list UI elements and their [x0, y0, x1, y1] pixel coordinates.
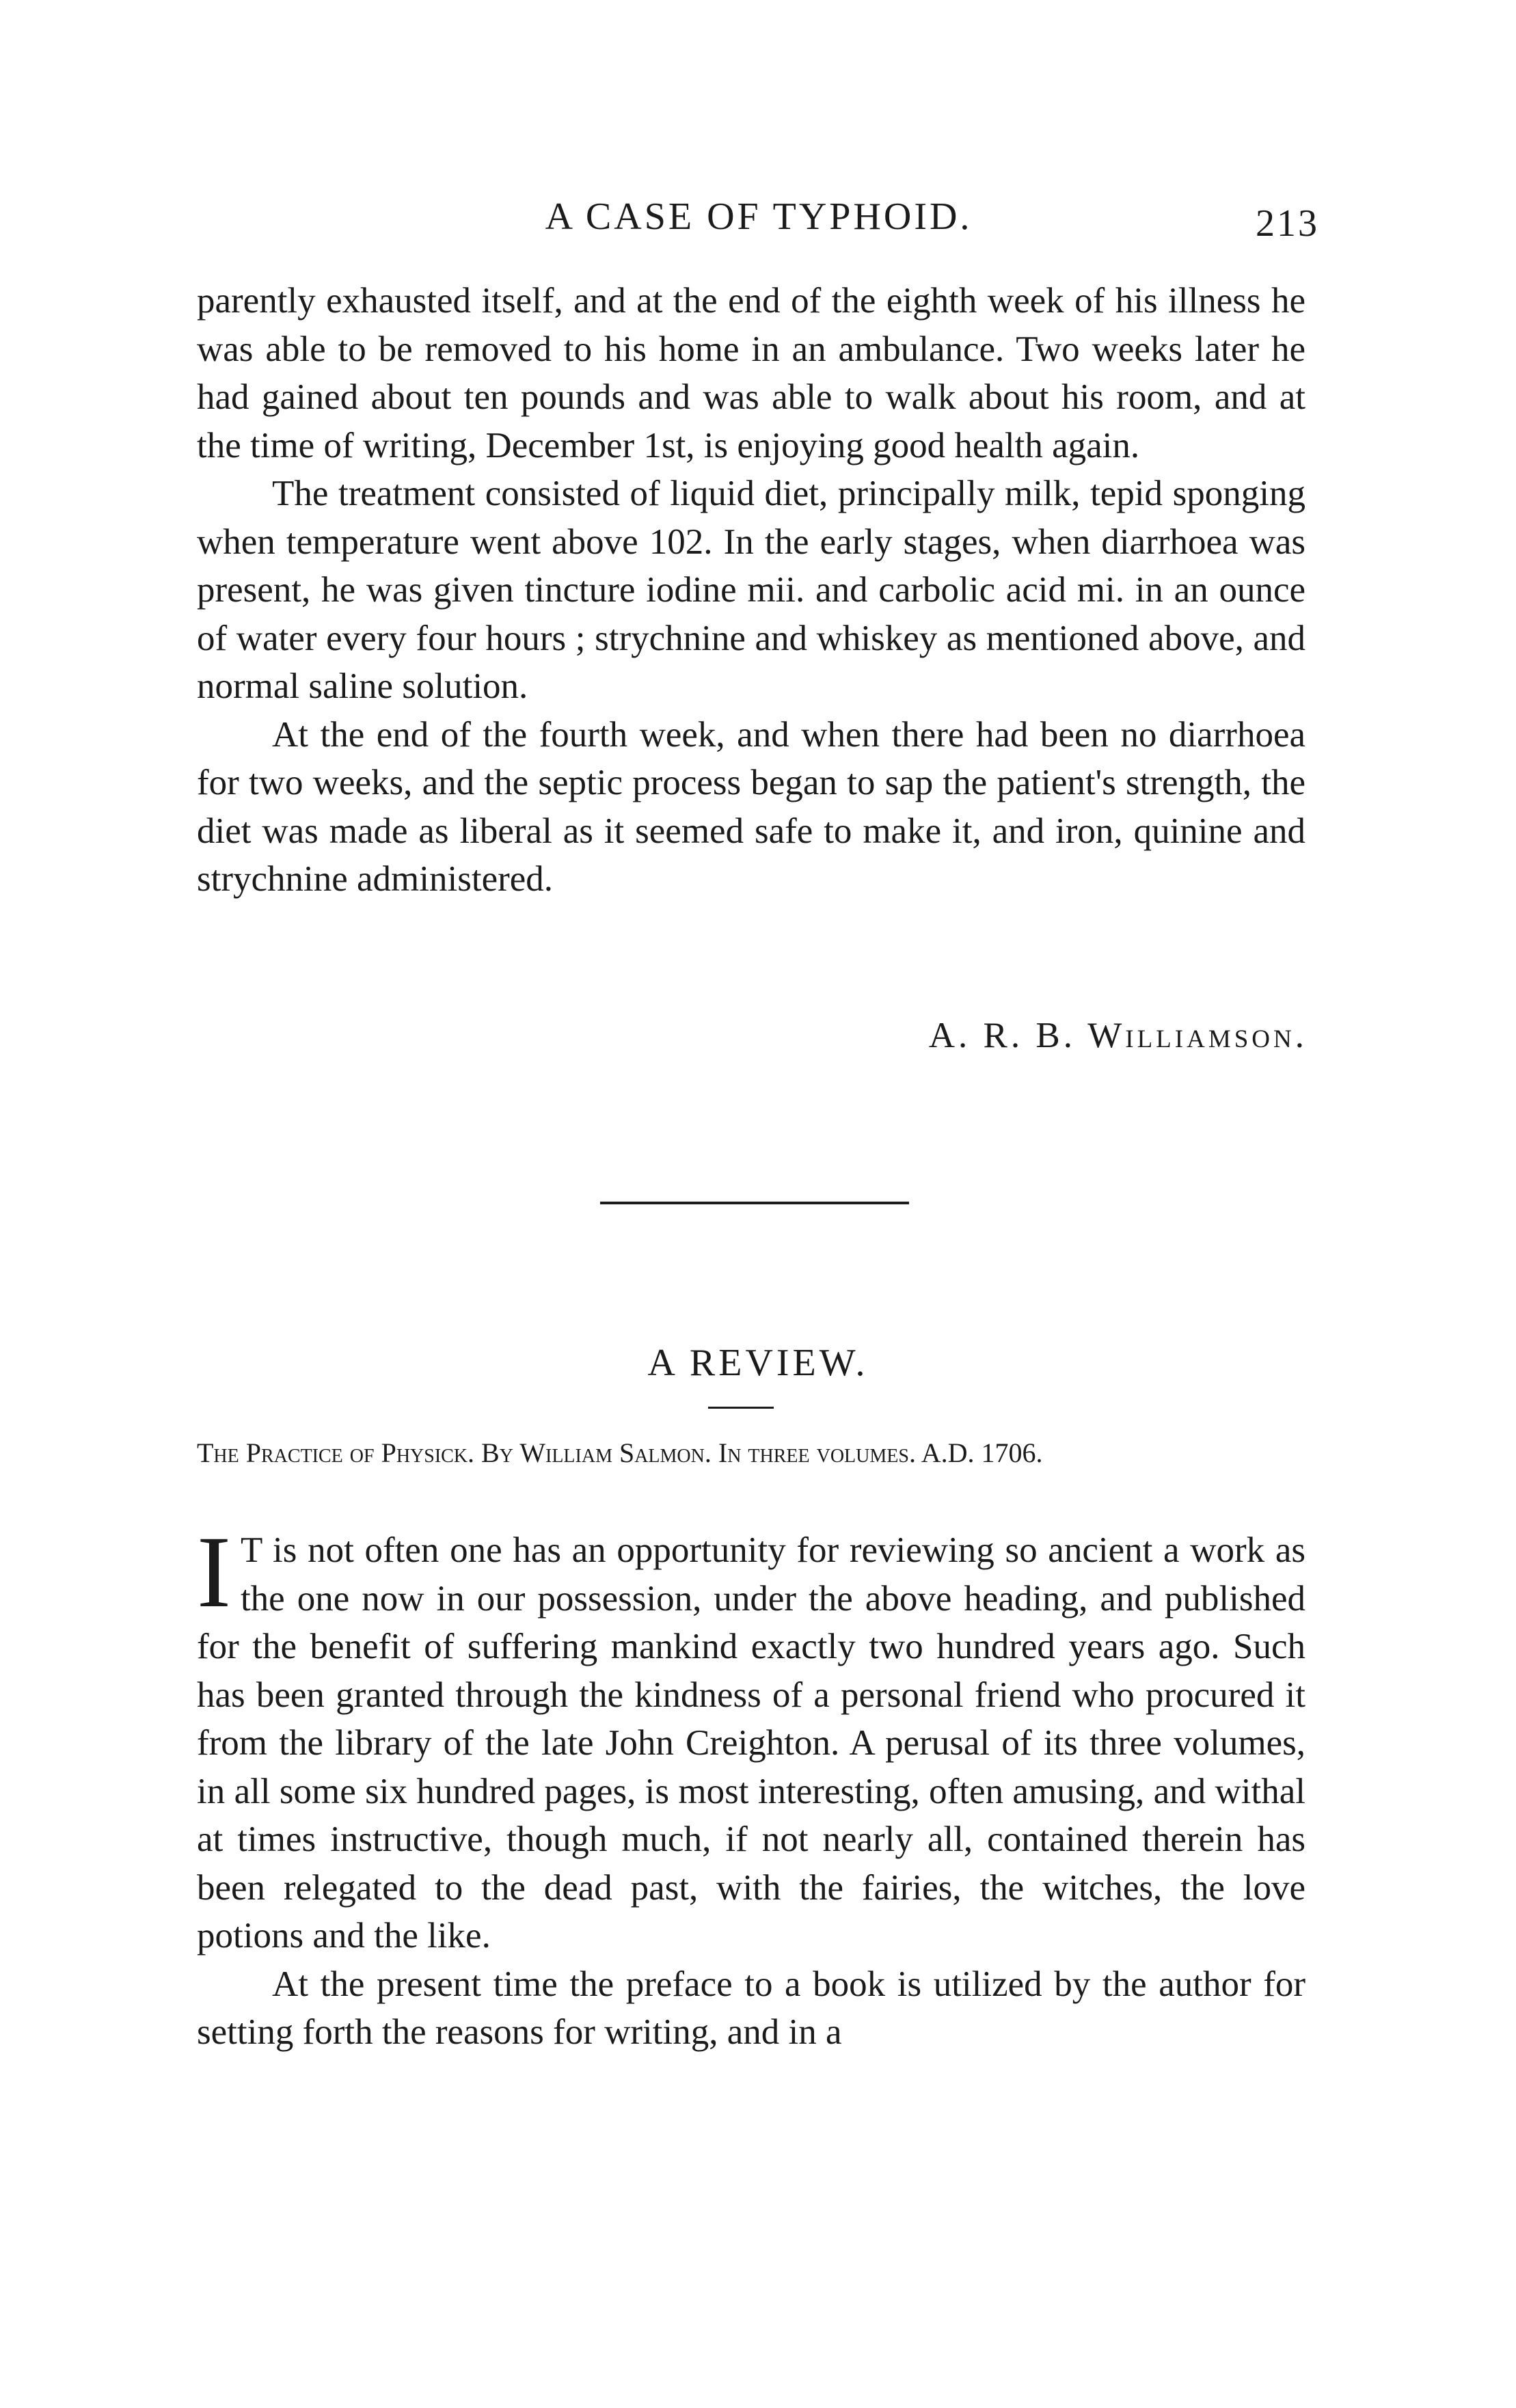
case-paragraph: parently exhausted itself, and at the end of the eighth week of his illness he was able to be removed to his home in an ambulance. Two weeks later he had gained about ten pounds and was able to walk about his room, and at the time of writing, December 1st, is enjoying good health again. — [197, 281, 1305, 465]
author-signature: A. R. B. Williamson. — [928, 1016, 1308, 1055]
page-number: 213 — [1256, 202, 1319, 245]
running-head — [198, 195, 1319, 243]
review-paragraph — [197, 1515, 1305, 1960]
book-citation — [197, 1434, 1305, 1472]
review-title: A REVIEW. — [647, 1342, 869, 1384]
running-head-title: A CASE OF TYPHOID. — [545, 195, 973, 238]
review-paragraph-text: T is not often one has an opportunity for reviewing so ancient a work as the one now in our possession, under the above heading, and published for the benefit of suffering mankind exactly two hundred years ago. Such has been granted through the kindness of a personal friend who procured it from the library of the late John Creighton. A perusal of its three volumes, in all some six hundred pages, is most interesting, often amusing, and withal at times instructive, though much, if not nearly all, contained therein has been relegated to the dead past, with the fairies, the witches, the love potions and the like. — [197, 1530, 1305, 1956]
case-paragraph: The treatment consisted of liquid diet, principally milk, tepid sponging when temperature went above 102. In the early stages, when diarrhoea was present, he was given tincture iodine mii. and carbolic acid mi. in an ounce of water every four hours ; strychnine and whiskey as mentioned above, and normal saline solution. — [197, 474, 1305, 706]
drop-cap: I — [197, 1515, 231, 1629]
review-paragraph: At the present time the preface to a book is utilized by the author for setting forth the reasons for writing, and in a — [197, 1964, 1305, 2052]
case-paragraph: At the end of the fourth week, and when there had been no diarrhoea for two weeks, and the septic process began to sap the patient's strength, the diet was made as liberal as it seemed safe to make it, and iron, quinine and strychnine administered. — [197, 714, 1305, 899]
case-report-text — [197, 277, 1305, 904]
review-text — [197, 1515, 1305, 2057]
section-divider — [600, 1202, 909, 1204]
citation-text: The Practice of Physick. By William Salmon. In three volumes. A.D. 1706. — [197, 1437, 1043, 1468]
title-underline — [708, 1407, 774, 1409]
